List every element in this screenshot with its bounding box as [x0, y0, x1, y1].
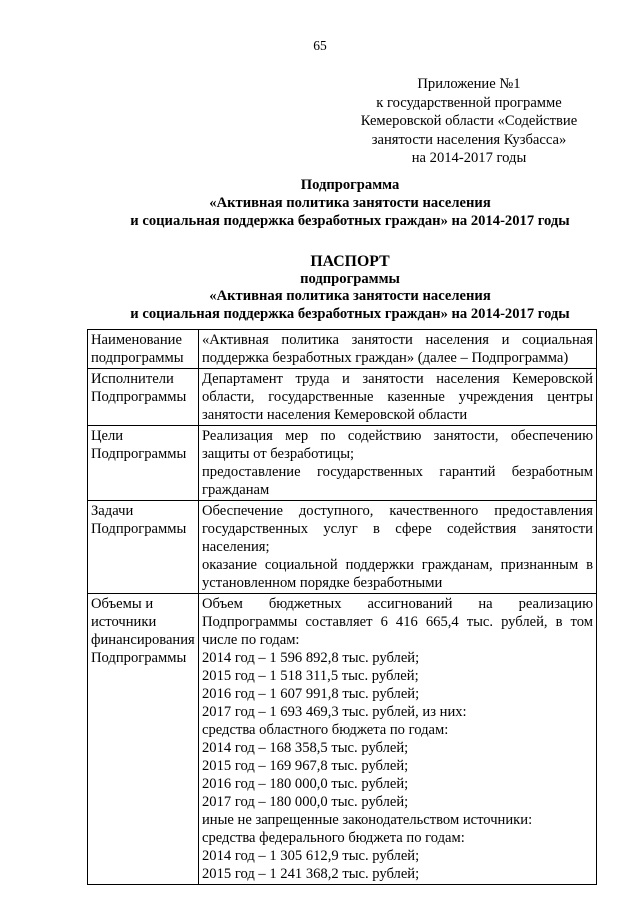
table-row — [88, 594, 597, 885]
row-value: Объем бюджетных ассигнований на реализацию Подпрограммы составляет 6 416 665,4 тыс. рублей, в том числе по годам: — [202, 596, 593, 648]
row-value-cell — [199, 426, 597, 501]
row-value: иные не запрещенные законодательством источники: — [202, 812, 533, 828]
row-label: Подпрограммы — [91, 650, 187, 666]
subprogram-heading-line: «Активная политика занятости населения — [209, 195, 491, 212]
row-value: 2015 год – 169 967,8 тыс. рублей; — [202, 758, 409, 774]
row-value: 2014 год – 168 358,5 тыс. рублей; — [202, 740, 409, 756]
appendix-line: к государственной программе — [376, 94, 562, 111]
appendix-line: на 2014-2017 годы — [411, 150, 527, 167]
subprogram-heading-line: Подпрограмма — [300, 177, 400, 193]
row-value: Обеспечение доступного, качественного предоставления государственных услуг в сфере содействия занятости населения; — [202, 503, 593, 555]
row-label: финансирования — [91, 632, 195, 648]
row-value: 2016 год – 1 607 991,8 тыс. рублей; — [202, 686, 420, 702]
row-label: источники — [91, 614, 157, 630]
passport-title: ПАСПОРТ — [310, 253, 390, 270]
passport-heading — [60, 253, 640, 323]
row-value: Реализация мер по содействию занятости, обеспечению защиты от безработицы; — [202, 428, 593, 462]
row-value: 2016 год – 180 000,0 тыс. рублей; — [202, 776, 409, 792]
passport-heading-line: и социальная поддержка безработных граждан» на 2014-2017 годы — [130, 305, 570, 322]
row-value-cell — [199, 501, 597, 594]
table-row — [88, 501, 597, 594]
subprogram-heading-line: и социальная поддержка безработных граждан» на 2014-2017 годы — [130, 213, 570, 230]
row-label-cell — [88, 594, 199, 885]
row-value: средства федерального бюджета по годам: — [202, 830, 465, 846]
row-label: Исполнители — [91, 371, 174, 387]
row-label: Цели — [91, 428, 124, 444]
row-value-cell — [199, 369, 597, 426]
passport-heading-line: «Активная политика занятости населения — [209, 288, 491, 305]
row-label: Задачи — [91, 503, 134, 519]
row-label: Подпрограммы — [91, 521, 187, 537]
row-value: 2017 год – 180 000,0 тыс. рублей; — [202, 794, 409, 810]
row-value: 2017 год – 1 693 469,3 тыс. рублей, из них: — [202, 704, 467, 720]
row-value: оказание социальной поддержки гражданам, признанным в установленном порядке безработными — [202, 557, 593, 591]
row-label: подпрограммы — [91, 350, 184, 366]
appendix-note — [345, 75, 593, 168]
subprogram-heading — [60, 176, 640, 231]
row-label: Подпрограммы — [91, 389, 187, 405]
row-label-cell — [88, 501, 199, 594]
appendix-line: Кемеровской области «Содействие — [360, 113, 578, 130]
row-value: 2014 год – 1 596 892,8 тыс. рублей; — [202, 650, 420, 666]
row-label-cell — [88, 330, 199, 369]
passport-table — [87, 329, 597, 885]
row-value-cell — [199, 330, 597, 369]
row-value: «Активная политика занятости населения и социальная поддержка безработных граждан» (далее – Подпрограмма) — [202, 332, 593, 366]
row-label: Наименование — [91, 332, 182, 348]
row-value: Департамент труда и занятости населения Кемеровской области, государственные казенные учреждения центры занятости населения Кемеровской области — [202, 371, 593, 423]
row-value: 2015 год – 1 241 368,2 тыс. рублей; — [202, 866, 420, 882]
row-label: Подпрограммы — [91, 446, 187, 462]
row-value-cell — [199, 594, 597, 885]
row-value: 2014 год – 1 305 612,9 тыс. рублей; — [202, 848, 420, 864]
table-row — [88, 426, 597, 501]
passport-heading-line: подпрограммы — [300, 270, 400, 287]
row-value: средства областного бюджета по годам: — [202, 722, 449, 738]
appendix-line: Приложение №1 — [417, 76, 521, 92]
row-label-cell — [88, 369, 199, 426]
table-row — [88, 330, 597, 369]
page-number: 65 — [313, 38, 327, 53]
row-label-cell — [88, 426, 199, 501]
appendix-line: занятости населения Кузбасса» — [371, 131, 567, 148]
row-value: предоставление государственных гарантий безработным гражданам — [202, 464, 593, 498]
row-value: 2015 год – 1 518 311,5 тыс. рублей; — [202, 668, 419, 684]
table-row — [88, 369, 597, 426]
row-label: Объемы и — [91, 596, 154, 612]
